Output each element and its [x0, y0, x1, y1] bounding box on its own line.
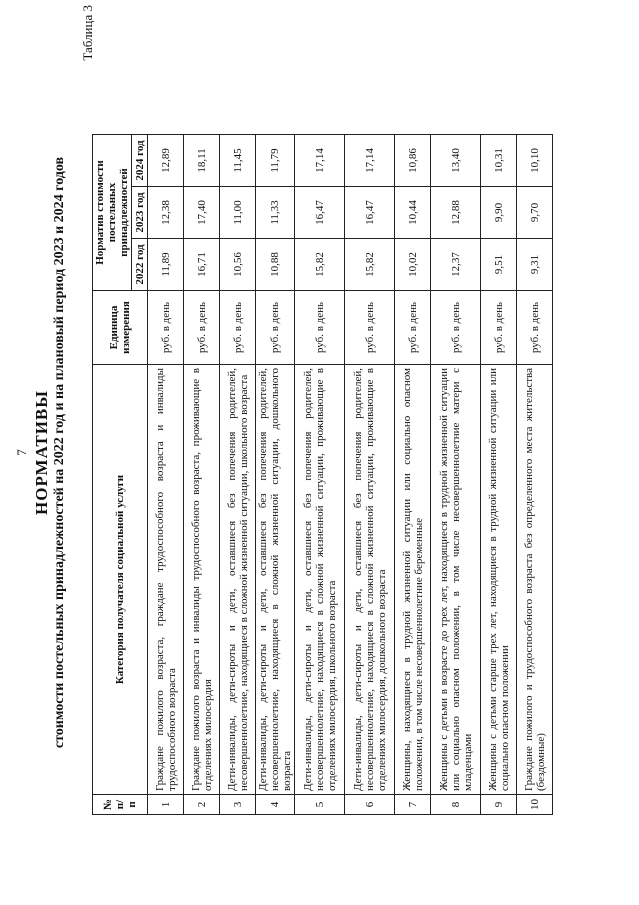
row-category: Дети-инвалиды, дети-сироты и дети, оставшиеся без попечения родителей, несовершеннолетние, находящиеся в сложной жизненной ситуации, дошкольного возраста [256, 365, 295, 795]
row-unit: руб. в день [148, 291, 184, 365]
row-unit: руб. в день [345, 291, 395, 365]
table-row [220, 135, 256, 815]
document-title: НОРМАТИВЫ [32, 390, 51, 515]
table-row [431, 135, 481, 815]
row-value-2023: 9,70 [517, 187, 553, 239]
table-row [184, 135, 220, 815]
table-row [345, 135, 395, 815]
header-num: № п/п [93, 795, 148, 815]
row-value-2023: 16,47 [295, 187, 345, 239]
row-number: 8 [431, 795, 481, 815]
row-unit: руб. в день [184, 291, 220, 365]
page-number: 7 [14, 449, 29, 456]
row-value-2022: 10,02 [395, 239, 431, 291]
row-value-2023: 12,38 [148, 187, 184, 239]
row-number: 3 [220, 795, 256, 815]
row-category: Женщины, находящиеся в трудной жизненной ситуации или социально опасном положении, в том числе несовершеннолетние беременные [395, 365, 431, 795]
row-value-2023: 12,88 [431, 187, 481, 239]
row-category: Дети-инвалиды, дети-сироты и дети, оставшиеся без попечения родителей, несовершеннолетние, находящиеся в сложной жизненной ситуации, школьного возраста [220, 365, 256, 795]
row-category: Женщины с детьми старше трех лет, находящиеся в трудной жизненной ситуации или социально опасном положении [481, 365, 517, 795]
table-label: Таблица 3 [80, 5, 95, 61]
row-category: Женщины с детьми в возрасте до трех лет, находящиеся в трудной жизненной ситуации или социально опасном положении, в том числе несовершеннолетние матери с младенцами [431, 365, 481, 795]
row-unit: руб. в день [517, 291, 553, 365]
row-number: 6 [345, 795, 395, 815]
row-unit: руб. в день [220, 291, 256, 365]
row-number: 4 [256, 795, 295, 815]
row-value-2022: 10,56 [220, 239, 256, 291]
header-2023: 2023 год [132, 187, 148, 239]
row-value-2023: 10,44 [395, 187, 431, 239]
row-value-2023: 11,00 [220, 187, 256, 239]
table-row [517, 135, 553, 815]
row-value-2022: 15,82 [295, 239, 345, 291]
row-unit: руб. в день [481, 291, 517, 365]
table-row [148, 135, 184, 815]
header-2024: 2024 год [132, 135, 148, 187]
row-number: 5 [295, 795, 345, 815]
row-number: 2 [184, 795, 220, 815]
norms-table [92, 134, 553, 815]
row-value-2024: 17,14 [295, 135, 345, 187]
row-unit: руб. в день [295, 291, 345, 365]
row-value-2023: 17,40 [184, 187, 220, 239]
row-unit: руб. в день [395, 291, 431, 365]
row-value-2023: 11,33 [256, 187, 295, 239]
table-row [295, 135, 345, 815]
row-value-2022: 9,51 [481, 239, 517, 291]
table-row [481, 135, 517, 815]
row-value-2022: 10,88 [256, 239, 295, 291]
row-value-2024: 12,89 [148, 135, 184, 187]
table-row [395, 135, 431, 815]
row-category: Граждане пожилого возраста, граждане трудоспособного возраста и инвалиды трудоспособного возраста [148, 365, 184, 795]
row-category: Дети-инвалиды, дети-сироты и дети, оставшиеся без попечения родителей, несовершеннолетние, находящиеся в сложной жизненной ситуации, проживающие в отделениях милосердия, дошкольного возраста [345, 365, 395, 795]
row-category: Дети-инвалиды, дети-сироты и дети, оставшиеся без попечения родителей, несовершеннолетние, находящиеся в сложной жизненной ситуации, проживающие в отделениях милосердия, школьного возраста [295, 365, 345, 795]
row-unit: руб. в день [256, 291, 295, 365]
row-value-2024: 10,86 [395, 135, 431, 187]
row-value-2024: 11,45 [220, 135, 256, 187]
document-subtitle: стоимости постельных принадлежностей на 2022 год и на плановый период 2023 и 2024 годов [52, 156, 67, 749]
row-value-2022: 12,37 [431, 239, 481, 291]
row-value-2024: 11,79 [256, 135, 295, 187]
row-number: 1 [148, 795, 184, 815]
header-norm: Норматив стоимости постельных принадлежностей [93, 135, 132, 291]
header-category: Категория получателя социальной услуги [93, 365, 148, 795]
header-2022: 2022 год [132, 239, 148, 291]
row-value-2022: 15,82 [345, 239, 395, 291]
row-value-2023: 16,47 [345, 187, 395, 239]
row-number: 7 [395, 795, 431, 815]
row-value-2024: 18,11 [184, 135, 220, 187]
row-category: Граждане пожилого возраста и инвалиды трудоспособного возраста, проживающие в отделениях милосердия [184, 365, 220, 795]
table-row [256, 135, 295, 815]
row-number: 9 [481, 795, 517, 815]
row-value-2023: 9,90 [481, 187, 517, 239]
row-value-2022: 9,31 [517, 239, 553, 291]
row-value-2022: 16,71 [184, 239, 220, 291]
row-value-2024: 10,31 [481, 135, 517, 187]
row-category: Граждане пожилого и трудоспособного возраста без определенного места жительства (бездомные) [517, 365, 553, 795]
row-number: 10 [517, 795, 553, 815]
row-value-2024: 13,40 [431, 135, 481, 187]
row-value-2024: 17,14 [345, 135, 395, 187]
header-unit: Единица измерения [93, 291, 148, 365]
row-unit: руб. в день [431, 291, 481, 365]
row-value-2022: 11,89 [148, 239, 184, 291]
row-value-2024: 10,10 [517, 135, 553, 187]
